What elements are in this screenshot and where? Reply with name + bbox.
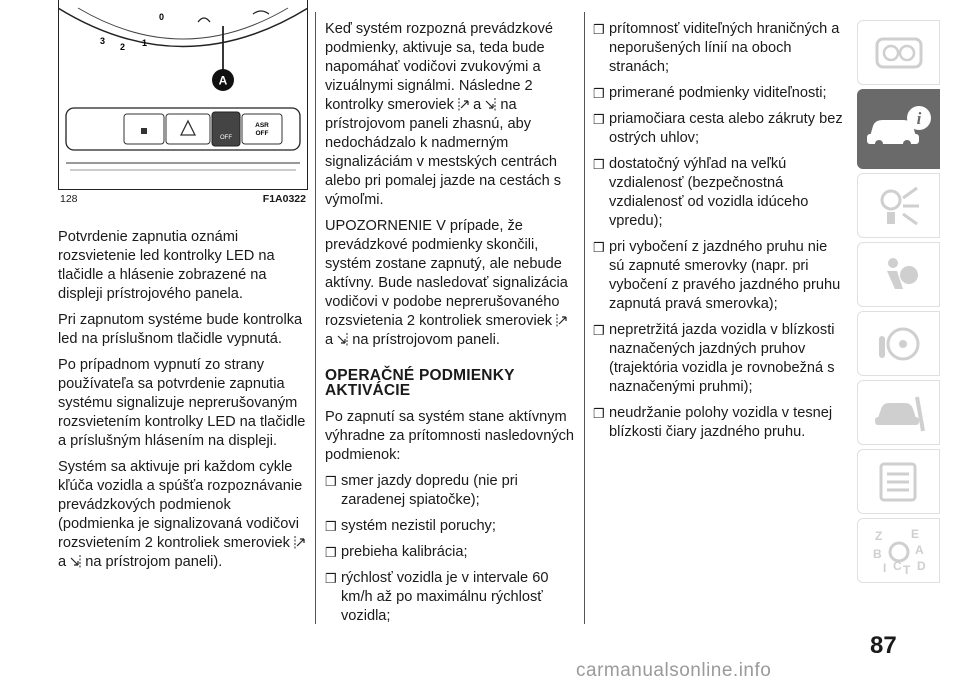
- dashboard-icon: [873, 33, 925, 73]
- checkbox-bullet-icon: ❒: [593, 323, 605, 338]
- left-turn-signal-icon: [294, 536, 305, 549]
- paragraph: Pri zapnutom systéme bude kontrolka led na príslušnom tlačidle vypnutá.: [58, 312, 303, 347]
- list-item-text: prítomnosť viditeľných hraničných a neporušených línií na oboch stranách;: [609, 21, 840, 75]
- paragraph: [58, 458, 308, 572]
- checkbox-bullet-icon: ❒: [593, 22, 605, 37]
- list-item-text: primerané podmienky viditeľnosti;: [609, 85, 827, 101]
- list-item-text: prebieha kalibrácia;: [341, 544, 468, 560]
- text-segment: UPOZORNENIE V prípade, že prevádzkové podmienky skončili, systém zostane zapnutý, ale nebude aktívny. Bude nasledovať signalizácia vodičovi v podobe neprerušovaného rozsvietenia 2 kontroliek smeroviek: [325, 218, 568, 329]
- text-segment: Systém sa aktivuje pri každom cykle kľúča vozidla a spúšťa rozpoznávanie prevádzkových podmienok (podmienka je signalizovaná vodičovi rozsvietením 2 kontroliek smeroviek: [58, 459, 303, 551]
- right-turn-signal-icon: [337, 333, 348, 346]
- checkbox-bullet-icon: ❒: [325, 545, 337, 560]
- list-item: [593, 155, 845, 231]
- dial-number-2: 2: [120, 42, 126, 52]
- figure-frame: [58, 0, 308, 190]
- tab-car-info[interactable]: [857, 89, 940, 169]
- car-info-icon: [863, 104, 935, 154]
- text-segment: a: [58, 554, 67, 570]
- steering-icon: [873, 322, 925, 366]
- svg-text:A: A: [914, 542, 924, 557]
- list-item: [593, 20, 845, 77]
- list-item: [593, 404, 845, 442]
- page-number: 87: [870, 632, 897, 659]
- text-segment: a: [325, 332, 334, 348]
- list-item-text: neudržanie polohy vozidla v tesnej blízkosti čiary jazdného pruhu.: [609, 405, 833, 440]
- svg-text:I: I: [882, 560, 886, 575]
- column-1: [58, 228, 308, 579]
- checkbox-bullet-icon: ❒: [593, 406, 605, 421]
- lane-assist-off-label: OFF: [220, 135, 232, 141]
- list-item: [593, 238, 845, 314]
- airbag-icon: [873, 253, 925, 297]
- asr-off-label: OFF: [255, 130, 269, 137]
- list-item-text: systém nezistil poruchy;: [341, 518, 496, 534]
- tab-airbag[interactable]: [857, 242, 940, 307]
- svg-text:i: i: [916, 109, 921, 128]
- warning-lights-icon: [873, 184, 925, 228]
- tab-dashboard[interactable]: [857, 20, 940, 85]
- list-item-text: dostatočný výhľad na veľkú vzdialenosť (bezpečnostná vzdialenosť od vozidla idúceho vpredu);: [609, 156, 809, 229]
- figure-code: F1A0322: [262, 193, 306, 205]
- list-item-text: nepretržitá jazda vozidla v blízkosti naznačených jazdných pruhov (trajektória vozidla je rovnobežná s naznačenými pruhmi);: [609, 322, 835, 395]
- svg-text:Z: Z: [874, 528, 882, 543]
- paragraph: [325, 217, 577, 350]
- callout-label: A: [218, 73, 228, 88]
- list-item-text: rýchlosť vozidla je v intervale 60 km/h až po maximálnu rýchlosť vozidla;: [341, 570, 549, 624]
- figure-page-label: 128: [60, 193, 78, 205]
- paragraph: Potvrdenie zapnutia oznámi rozsvietenie led kontrolky LED na tlačidle a hlásenie zobrazené na displeji prístrojového panela.: [58, 229, 275, 302]
- paragraph: Po prípadnom vypnutí zo strany používateľa sa potvrdenie zapnutia systému signalizuje neprerušovaným rozsvietením kontrolky LED na tlačidle a príslušným hlásením na displeji.: [58, 357, 306, 449]
- checkbox-bullet-icon: ❒: [593, 86, 605, 101]
- checkbox-bullet-icon: ❒: [593, 112, 605, 127]
- list-item-text: smer jazdy dopredu (nie pri zaradenej spiatočke);: [341, 473, 518, 508]
- checkbox-bullet-icon: ❒: [325, 474, 337, 489]
- dial-number-1: 1: [142, 38, 148, 48]
- paragraph: Po zapnutí sa systém stane aktívnym výhradne za prítomnosti nasledovných podmienok:: [325, 409, 575, 463]
- tab-warning-lights[interactable]: [857, 173, 940, 238]
- tab-car-service[interactable]: [857, 380, 940, 445]
- list-item: [325, 569, 577, 626]
- left-turn-signal-icon: [556, 314, 567, 327]
- list-item-text: pri vybočení z jazdného pruhu nie sú zapnuté smerovky (napr. pri vybočení z pravého jazdného pruhu zapnutá pravá smerovka);: [609, 239, 841, 312]
- dashboard-figure: [58, 0, 308, 212]
- section-heading: OPERAČNÉ PODMIENKY AKTIVÁCIE: [325, 367, 515, 399]
- dial-number-3: 3: [100, 36, 106, 46]
- text-segment: na prístrojovom paneli.: [352, 332, 500, 348]
- svg-text:D: D: [916, 558, 926, 573]
- index-letters-icon: [869, 526, 929, 576]
- list-item: [593, 84, 845, 103]
- list-item-text: priamočiara cesta alebo zákruty bez ostrých uhlov;: [609, 111, 843, 146]
- tab-steering[interactable]: [857, 311, 940, 376]
- tab-checklist[interactable]: [857, 449, 940, 514]
- column-divider: [315, 12, 316, 624]
- text-segment: a: [473, 97, 482, 113]
- right-turn-signal-icon: [70, 555, 81, 568]
- checkbox-bullet-icon: ❒: [593, 157, 605, 172]
- svg-text:T: T: [902, 562, 910, 576]
- list-item: [325, 472, 577, 510]
- list-item: [593, 110, 845, 148]
- svg-text:C: C: [892, 558, 902, 573]
- checkbox-bullet-icon: ❒: [593, 240, 605, 255]
- text-segment: na prístrojom paneli).: [85, 554, 223, 570]
- checklist-icon: [873, 460, 925, 504]
- list-item: [593, 321, 845, 397]
- asr-label: ASR: [255, 122, 269, 129]
- dial-number-0: 0: [159, 12, 165, 22]
- list-item: [325, 517, 577, 536]
- text-segment: na prístrojovom paneli zhasnú, aby nedochádzalo k nadmerným signalizáciám v mestských centrách alebo pri pomalej jazde na cestách s výmoľmi.: [325, 97, 562, 208]
- text-segment: Keď systém rozpozná prevádzkové podmienky, aktivuje sa, teda bude napomáhať vodičovi zvukovými a vizuálnymi signálmi. Následne 2 kontrolky smeroviek: [325, 21, 553, 113]
- checkbox-bullet-icon: ❒: [325, 571, 337, 586]
- watermark: carmanualsonline.info: [576, 660, 772, 681]
- right-turn-signal-icon: [485, 98, 496, 111]
- svg-text:B: B: [872, 546, 882, 561]
- svg-text:E: E: [910, 526, 919, 541]
- chapter-tabs: [857, 20, 940, 587]
- tab-index[interactable]: [857, 518, 940, 583]
- column-3: [593, 20, 845, 449]
- left-turn-signal-icon: [458, 98, 469, 111]
- column-2: [325, 20, 577, 633]
- list-item: [325, 543, 577, 562]
- checkbox-bullet-icon: ❒: [325, 519, 337, 534]
- column-divider: [584, 12, 585, 624]
- paragraph: [325, 20, 577, 210]
- car-service-icon: [873, 391, 925, 435]
